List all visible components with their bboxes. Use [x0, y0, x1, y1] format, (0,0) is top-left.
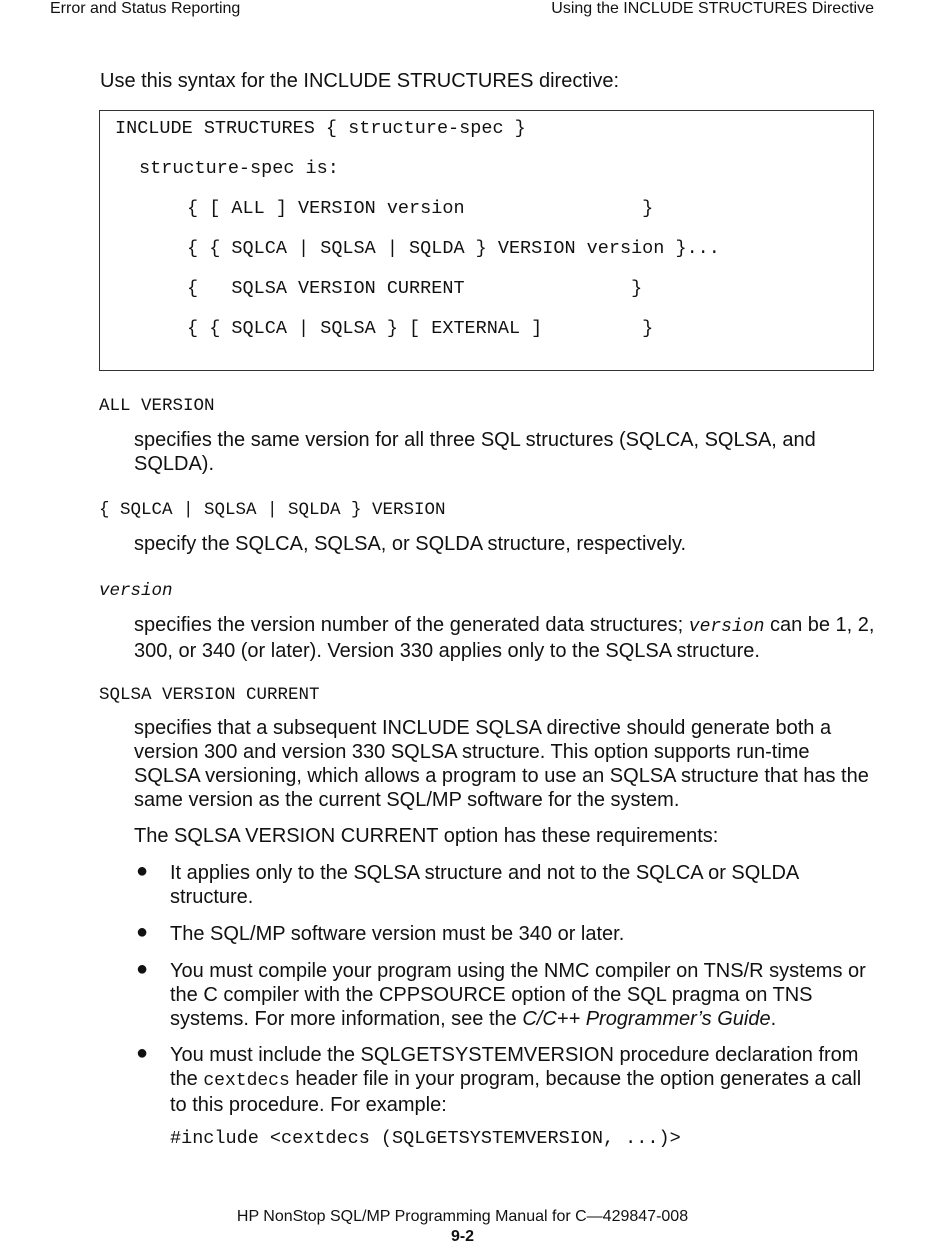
bullet-icon: ● [136, 1042, 149, 1064]
syntax-line: INCLUDE STRUCTURES { structure-spec } [115, 118, 526, 139]
page-number: 9-2 [450, 1228, 475, 1245]
definition-text: specifies that a subsequent INCLUDE SQLSA directive should generate both a version 300 and version 330 SQLSA structure. This option supports run-time SQLSA versioning, which allows a program to use an SQLSA structure that has the same version as the current SQL/MP software for the system. [134, 717, 869, 811]
list-item: You must include the SQLGETSYSTEMVERSION procedure declaration from the cextdecs header file in your program, because the option generates a call to this procedure. For example: [170, 1044, 862, 1116]
footer-title: HP NonStop SQL/MP Programming Manual for C—429847-008 [236, 1208, 689, 1225]
manual-reference: C/C++ Programmer’s Guide [522, 1008, 771, 1030]
bullet-icon: ● [136, 921, 149, 943]
syntax-intro: Use this syntax for the INCLUDE STRUCTURES directive: [100, 70, 620, 92]
definition-term: SQLSA VERSION CURRENT [99, 685, 320, 705]
bullet-icon: ● [136, 958, 149, 980]
list-item: You must compile your program using the NMC compiler on TNS/R systems or the C compiler with the CPPSOURCE option of the SQL pragma on TNS systems. For more information, see the C/C++ Programmer’s Guide. [170, 960, 866, 1030]
syntax-box [99, 110, 874, 371]
requirements-intro: The SQLSA VERSION CURRENT option has these requirements: [134, 825, 719, 847]
definition-term: { SQLCA | SQLSA | SQLDA } VERSION [99, 500, 446, 520]
definition-text: specifies the same version for all three SQL structures (SQLCA, SQLSA, and SQLDA). [134, 429, 816, 475]
code-example: #include <cextdecs (SQLGETSYSTEMVERSION, ...)> [170, 1128, 681, 1149]
syntax-line: { { SQLCA | SQLSA | SQLDA } VERSION version }... [187, 238, 720, 259]
definition-term: version [99, 581, 173, 601]
inline-code: version [688, 617, 765, 637]
syntax-line: { [ ALL ] VERSION version } [187, 198, 654, 219]
bullet-icon: ● [136, 860, 149, 882]
running-header-left: Error and Status Reporting [50, 0, 241, 17]
list-item: It applies only to the SQLSA structure and not to the SQLCA or SQLDA structure. [170, 862, 799, 908]
running-header-right: Using the INCLUDE STRUCTURES Directive [551, 0, 874, 17]
definition-term: ALL VERSION [99, 396, 215, 416]
definition-text: specifies the version number of the generated data structures; version can be 1, 2, 300, or 340 (or later). Version 330 applies only to the SQLSA structure. [134, 614, 875, 662]
syntax-line: { { SQLCA | SQLSA } [ EXTERNAL ] } [187, 318, 654, 339]
inline-code: cextdecs [203, 1071, 290, 1091]
list-item: The SQL/MP software version must be 340 or later. [170, 923, 625, 945]
syntax-line: { SQLSA VERSION CURRENT } [187, 278, 643, 299]
syntax-line: structure-spec is: [139, 158, 339, 179]
definition-text: specify the SQLCA, SQLSA, or SQLDA structure, respectively. [134, 533, 687, 555]
